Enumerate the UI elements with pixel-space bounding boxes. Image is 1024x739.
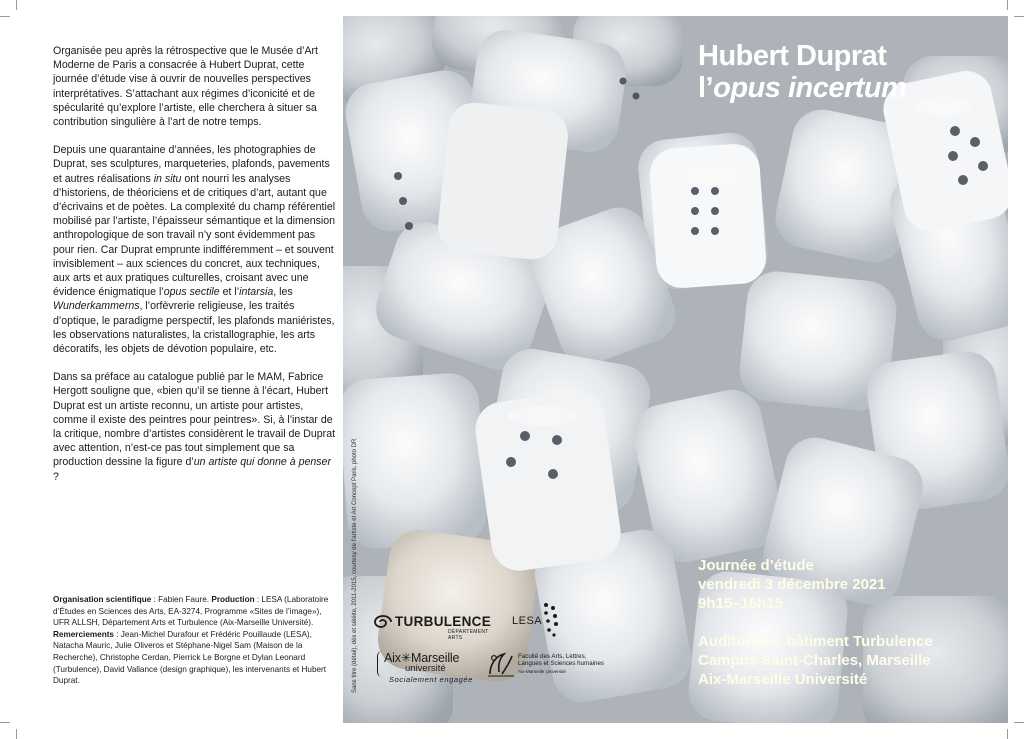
amu-name: Aix✳Marseille xyxy=(384,651,460,665)
crop-mark xyxy=(16,0,17,10)
turbulence-mark-icon xyxy=(374,614,392,629)
venue-line: Campus Saint-Charles, Marseille xyxy=(698,651,931,669)
preface-paragraph xyxy=(53,370,339,484)
faculte-logo xyxy=(486,650,636,680)
lesa-logo xyxy=(512,602,562,642)
body-italic: Wunderkammerns xyxy=(53,300,140,313)
venue-line: Aix-Marseille Université xyxy=(698,671,868,689)
credits-text: : Jean-Michel Durafour et Frédéric Pouillaude (LESA), Natacha Mauric, Julie Oliveros et Stéphane-Nigel Sam (Maison de la Recherche), Christophe Cerdan, Pierrick Le Borgne et Dylan Leonard (Turbulence), David Vallance (design graphique), les intervenants et Hubert Duprat. xyxy=(53,629,327,686)
credits-text: : LESA (Laboratoire d’Études en Sciences des Arts, EA-3274, Programme «Sites de l’image»), UFR ALLSH, Département Arts et Turbulence (Aix-Marseille Université). xyxy=(53,595,329,628)
body-italic: un artiste qui donne à penser xyxy=(193,456,331,469)
amu-university: université xyxy=(405,663,446,674)
body-text: Depuis une quarantaine d’années, les photographies de Duprat, ses sculptures, marqueteries, plafonds, pavements et autres réalisations xyxy=(53,144,330,185)
page-subtitle xyxy=(698,72,998,104)
faculte-sub: Aix-Marseille Université xyxy=(518,668,566,674)
amu-logo xyxy=(377,650,477,690)
body-italic: in situ xyxy=(153,172,182,185)
turbulence-logo xyxy=(374,613,504,641)
lesa-name: LESA xyxy=(512,615,543,627)
faculte-mark-icon xyxy=(486,650,516,678)
lesa-dots-icon xyxy=(543,602,561,638)
credits-text: : Fabien Faure. xyxy=(151,595,212,604)
faculte-line: Langues et Sciences humaines xyxy=(518,660,604,668)
crop-mark xyxy=(1007,0,1008,10)
faculte-text xyxy=(518,653,604,675)
body-text: , l’orfèvrerie religieuse, les traités d’optique, le paradigme perspectif, les plafonds maniéristes, les observations naturalistes, la cristallographie, les arts décoratifs, les objets de dévotion populaire, etc. xyxy=(53,300,335,356)
event-date: vendredi 3 décembre 2021 xyxy=(698,576,886,594)
intro-paragraph: Organisée peu après la rétrospective que le Musée d’Art Moderne de Paris a consacrée à Hubert Duprat, cette journée d’étude vise à ouvrir de nouvelles perspectives interprétatives. S’attachant aux régimes d’iconicité et de spécularité qu’explore l’artiste, elle cherchera à situer sa contribution singulière à l’art de notre temps. xyxy=(53,45,318,129)
article-column xyxy=(53,44,339,498)
body-italic: intarsia xyxy=(239,286,274,299)
credits-block xyxy=(53,594,339,687)
body-text: , les xyxy=(273,286,293,299)
body-paragraph xyxy=(53,143,339,356)
body-text: ? xyxy=(53,470,59,483)
event-info xyxy=(698,556,998,689)
cover-title xyxy=(698,40,998,104)
crop-mark xyxy=(1014,722,1024,723)
crop-mark xyxy=(16,729,17,739)
credits-label: Organisation scientifique xyxy=(53,595,152,604)
body-text: ont nourri les analyses d’historiens, de théoriciens et de critiques d’art, autant que d’écrivains et de poètes. La complexité du champ référentiel mobilisé par l’artiste, l’épaisseur sémantique et la dimension anthropologique de son travail n’y sont évidemment pas pour rien. Car Duprat emprunte indifféremment – et souvent invisiblement – aux sciences du concret, aux techniques, aux arts et aux pratiques culturelles, croisant avec une évidence énigmatique l’ xyxy=(53,172,336,299)
body-text: Dans sa préface au catalogue publié par le MAM, Fabrice Hergott souligne que, «bien qu’il se tienne à l’écart, Hubert Duprat est un artiste reconnu, un artiste pour artistes, comme il existe des peintres pour peintres». Si, à l’instar de la critique, nombre d’artistes considèrent le travail de Duprat avec attention, n’est-ce pas tout simplement que sa production dessine la figure d’ xyxy=(53,371,336,469)
faculte-line: Faculté des Arts, Lettres, xyxy=(518,653,587,660)
amu-tagline: Socialement engagée xyxy=(389,675,473,684)
crop-mark xyxy=(0,16,10,17)
turbulence-sub: DÉPARTEMENT ARTS xyxy=(448,629,489,641)
turbulence-name: TURBULENCE xyxy=(395,614,491,629)
crop-mark xyxy=(0,722,10,723)
crop-mark xyxy=(1014,16,1024,17)
amu-bracket xyxy=(377,651,382,677)
crop-mark xyxy=(1007,729,1008,739)
body-italic: opus sectile xyxy=(163,286,220,299)
event-time: 9h15–16h15 xyxy=(698,595,784,613)
page-title: Hubert Duprat xyxy=(698,40,887,72)
subtitle-italic: opus incertum xyxy=(713,72,907,104)
photo-credit: Sans titre (détail), dés et séléite, 2011-2015, courtesy de l’artiste et Art Concept Paris, photo DR xyxy=(352,438,358,693)
venue-line: Auditorium, bâtiment Turbulence xyxy=(698,632,933,650)
credits-label: Remerciements xyxy=(53,629,114,639)
subtitle-text: l’ xyxy=(698,72,714,104)
credits-label: Production xyxy=(211,595,255,604)
body-text: et l’ xyxy=(219,286,240,299)
event-type: Journée d’étude xyxy=(698,557,814,574)
